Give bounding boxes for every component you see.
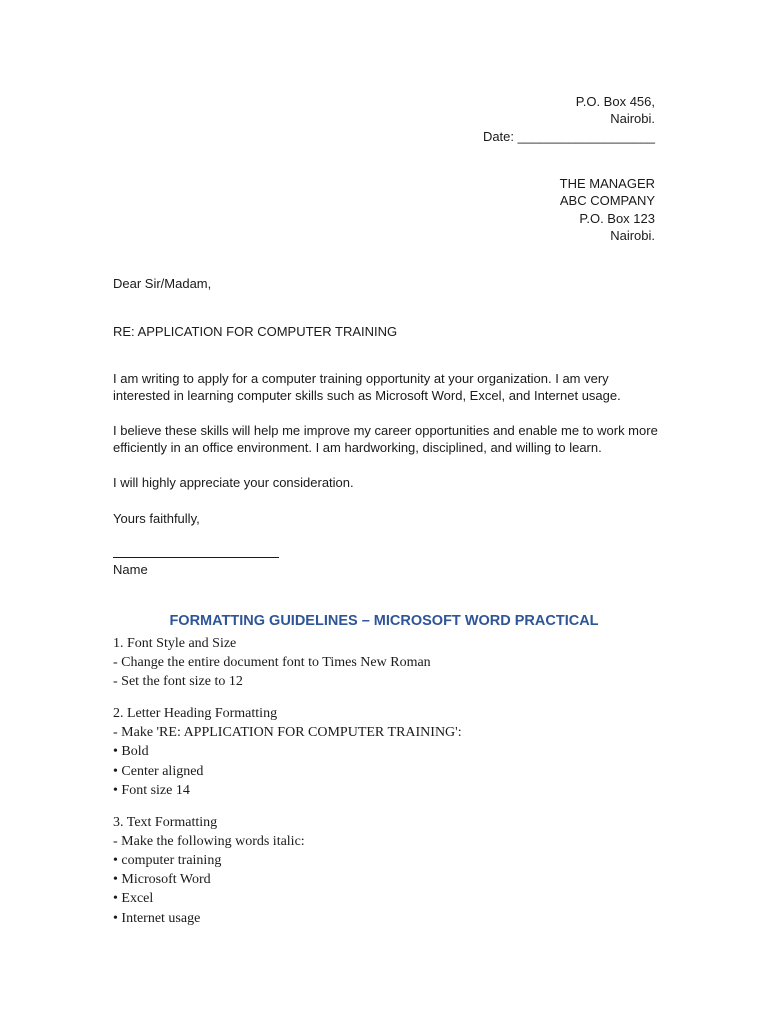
guideline-bullet: • Excel	[113, 891, 154, 906]
guideline-item: - Change the entire document font to Times New Roman	[113, 655, 431, 670]
guideline-bullet: • Font size 14	[113, 783, 190, 798]
signature-line	[113, 557, 279, 558]
salutation: Dear Sir/Madam,	[113, 276, 212, 291]
guideline-item: - Set the font size to 12	[113, 674, 243, 689]
recipient-company: ABC COMPANY	[559, 193, 655, 208]
guideline-bullet: • Microsoft Word	[113, 872, 211, 887]
guideline-section-2: 2. Letter Heading Formatting	[113, 706, 278, 721]
body-paragraph-2: I believe these skills will help me improve my career opportunities and enable me to work more efficiently in an office environment. I am hardworking, disciplined, and willing to learn.	[113, 423, 658, 455]
sender-address-line2: Nairobi.	[610, 111, 655, 126]
guidelines-title: FORMATTING GUIDELINES – MICROSOFT WORD PRACTICAL	[169, 613, 599, 629]
signature-name: Name	[113, 562, 148, 577]
guideline-bullet: • computer training	[113, 853, 222, 868]
body-paragraph-3: I will highly appreciate your consideration.	[113, 475, 354, 490]
recipient-box: P.O. Box 123	[579, 211, 655, 226]
body-paragraph-1: I am writing to apply for a computer training opportunity at your organization. I am very interested in learning computer skills such as Microsoft Word, Excel, and Internet usage.	[113, 371, 621, 403]
guideline-section-1: 1. Font Style and Size	[113, 636, 237, 651]
date-field: Date: ___________________	[482, 129, 655, 144]
closing: Yours faithfully,	[113, 511, 200, 526]
sender-address-line1: P.O. Box 456,	[575, 94, 655, 109]
recipient-title: THE MANAGER	[559, 176, 655, 191]
guideline-bullet: • Bold	[113, 744, 149, 759]
guideline-bullet: • Internet usage	[113, 911, 201, 926]
guideline-item: - Make 'RE: APPLICATION FOR COMPUTER TRAINING':	[113, 725, 462, 740]
recipient-city: Nairobi.	[610, 228, 655, 243]
subject-line: RE: APPLICATION FOR COMPUTER TRAINING	[113, 324, 398, 339]
guideline-bullet: • Center aligned	[113, 764, 204, 779]
guideline-item: - Make the following words italic:	[113, 834, 305, 849]
guideline-section-3: 3. Text Formatting	[113, 815, 218, 830]
